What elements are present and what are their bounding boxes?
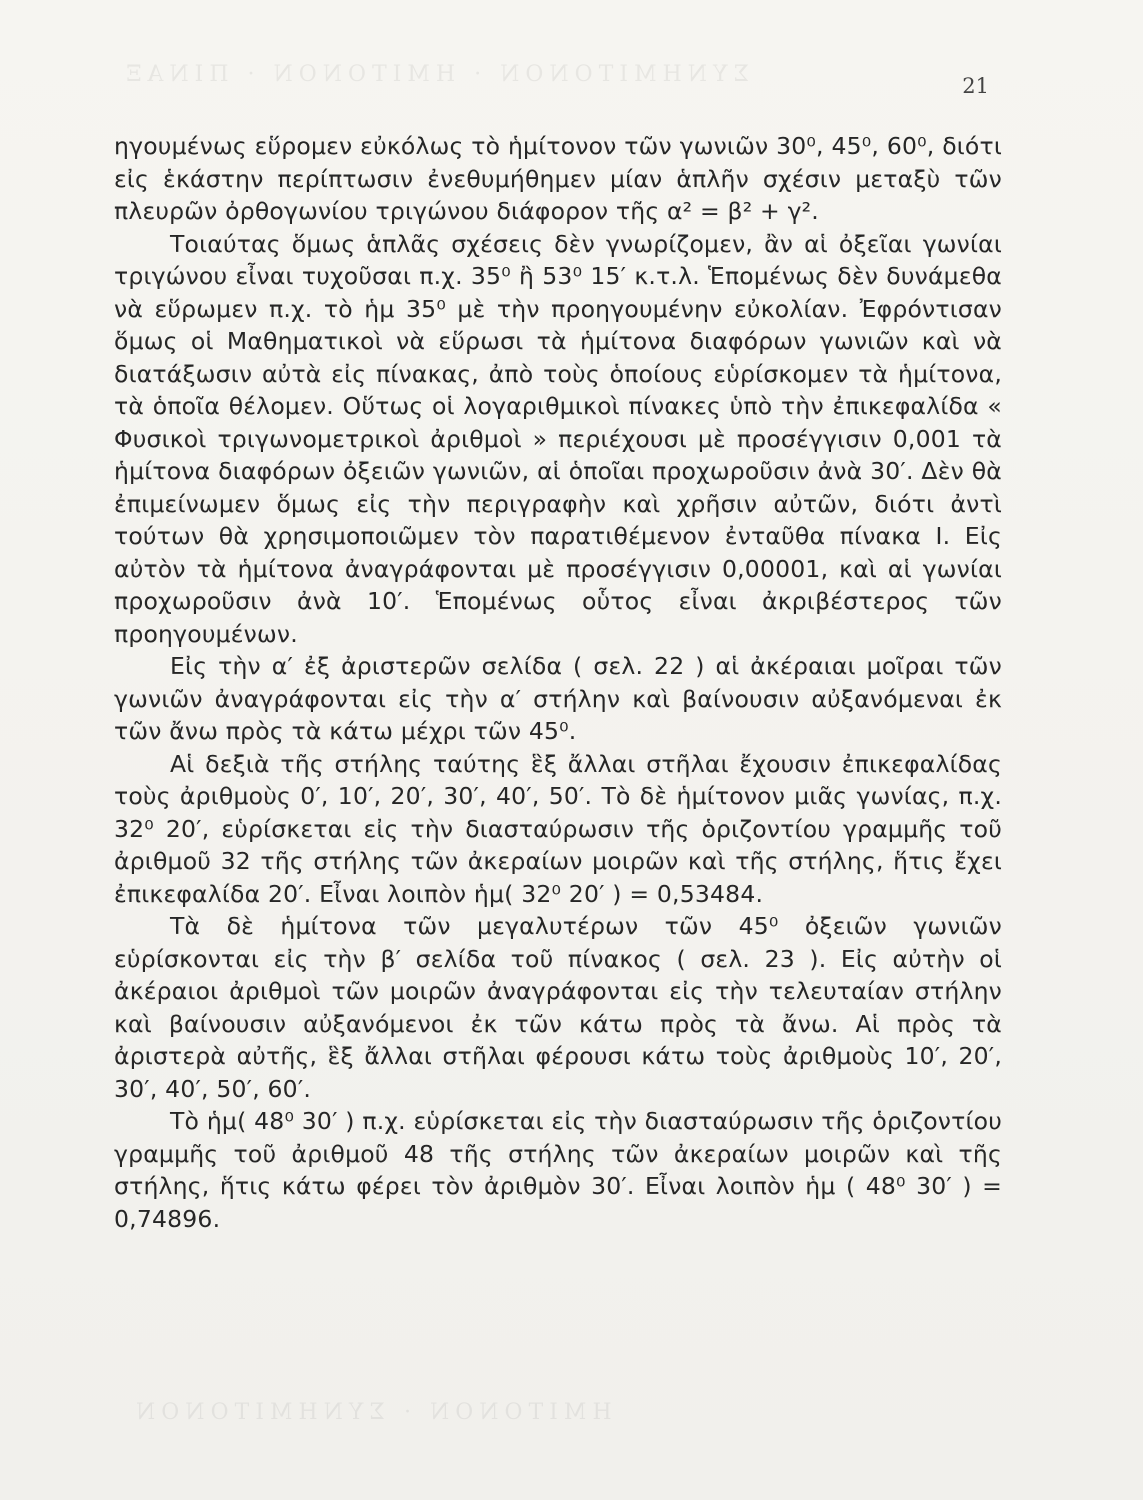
- body-text: [114, 130, 1002, 1235]
- paragraph-3: Εἰς τὴν α′ ἐξ ἀριστερῶν σελίδα ( σελ. 22 ) αἱ ἀκέραιαι μοῖραι τῶν γωνιῶν ἀναγράφονται εἰς τὴν α′ στήλην καὶ βαίνουσιν αὐξανόμεναι ἐκ τῶν ἄνω πρὸς τὰ κάτω μέχρι τῶν 45⁰.: [114, 652, 1002, 745]
- bleed-through-decoration: ΣΥΝΗΜΙΤΟΝΟΝ · ΗΜΙΤΟΝΟΝ · ΠΙΝΑΞ: [120, 62, 750, 87]
- page-number: 21: [962, 74, 989, 98]
- paragraph-2: Τοιαύτας ὅμως ἁπλᾶς σχέσεις δὲν γνωρίζομεν, ἂν αἱ ὀξεῖαι γωνίαι τριγώνου εἶναι τυχοῦσαι π.χ. 35⁰ ἢ 53⁰ 15′ κ.τ.λ. Ἑπομένως δὲν δυνάμεθα νὰ εὕρωμεν π.χ. τὸ ἡμ 35⁰ μὲ τὴν προηγουμένην εὐκολίαν. Ἐφρόντισαν ὅμως οἱ Μαθηματικοὶ νὰ εὕρωσι τὰ ἡμίτονα διαφόρων γωνιῶν καὶ νὰ διατάξωσιν αὐτὰ εἰς πίνακας, ἀπὸ τοὺς ὁποίους εὑρίσκομεν τὰ ἡμίτονα, τὰ ὁποῖα θέλομεν. Οὕτως οἱ λογαριθμικοὶ πίνακες ὑπὸ τὴν ἐπικεφαλίδα « Φυσικοὶ τριγωνομετρικοὶ ἀριθμοὶ » περιέχουσι μὲ προσέγγισιν 0,001 τὰ ἡμίτονα διαφόρων ὀξειῶν γωνιῶν, αἱ ὁποῖαι προχωροῦσιν ἀνὰ 30′. Δὲν θὰ ἐπιμείνωμεν ὅμως εἰς τὴν περιγραφὴν καὶ χρῆσιν αὐτῶν, διότι ἀντὶ τούτων θὰ χρησιμοποιῶμεν τὸν παρατιθέμενον ἐνταῦθα πίνακα I. Εἰς αὐτὸν τὰ ἡμίτονα ἀναγράφονται μὲ προσέγγισιν 0,00001, καὶ αἱ γωνίαι προχωροῦσιν ἀνὰ 10′. Ἑπομένως οὗτος εἶναι ἀκριβέστερος τῶν προηγουμένων.: [114, 229, 1002, 648]
- paragraph-1: ηγουμένως εὕρομεν εὐκόλως τὸ ἡμίτονον τῶν γωνιῶν 30⁰, 45⁰, 60⁰, διότι εἰς ἑκάστην περίπτωσιν ἐνεθυμήθημεν μίαν ἁπλῆν σχέσιν μεταξὺ τῶν πλευρῶν ὀρθογωνίου τριγώνου διάφορον τῆς α² = β² + γ².: [114, 132, 1002, 225]
- bleed-through-decoration-bottom: ΗΜΙΤΟΝΟΝ · ΣΥΝΗΜΙΤΟΝΟΝ: [130, 1400, 612, 1425]
- paragraph-5: Τὰ δὲ ἡμίτονα τῶν μεγαλυτέρων τῶν 45⁰ ὀξειῶν γωνιῶν εὑρίσκονται εἰς τὴν β′ σελίδα τοῦ πίνακος ( σελ. 23 ). Εἰς αὐτὴν οἱ ἀκέραιοι ἀριθμοὶ τῶν μοιρῶν ἀναγράφονται εἰς τὴν τελευταίαν στήλην καὶ βαίνουσιν αὐξανόμενοι ἐκ τῶν κάτω πρὸς τὰ ἄνω. Αἱ πρὸς τὰ ἀριστερὰ αὐτῆς, ἓξ ἄλλαι στῆλαι φέρουσι κάτω τοὺς ἀριθμοὺς 10′, 20′, 30′, 40′, 50′, 60′.: [114, 912, 1002, 1103]
- paragraph-4: Αἱ δεξιὰ τῆς στήλης ταύτης ἓξ ἄλλαι στῆλαι ἔχουσιν ἐπικεφαλίδας τοὺς ἀριθμοὺς 0′, 10′, 20′, 30′, 40′, 50′. Τὸ δὲ ἡμίτονον μιᾶς γωνίας, π.χ. 32⁰ 20′, εὑρίσκεται εἰς τὴν διασταύρωσιν τῆς ὁριζοντίου γραμμῆς τοῦ ἀριθμοῦ 32 τῆς στήλης τῶν ἀκεραίων μοιρῶν καὶ τῆς στήλης, ἥτις ἔχει ἐπικεφαλίδα 20′. Εἶναι λοιπὸν ἡμ( 32⁰ 20′ ) = 0,53484.: [114, 749, 1002, 908]
- paragraph-6: Τὸ ἡμ( 48⁰ 30′ ) π.χ. εὑρίσκεται εἰς τὴν διασταύρωσιν τῆς ὁριζοντίου γραμμῆς τοῦ ἀριθμοῦ 48 τῆς στήλης τῶν ἀκεραίων μοιρῶν καὶ τῆς στήλης, ἥτις κάτω φέρει τὸν ἀριθμὸν 30′. Εἶναι λοιπὸν ἡμ ( 48⁰ 30′ ) = 0,74896.: [114, 1107, 1002, 1233]
